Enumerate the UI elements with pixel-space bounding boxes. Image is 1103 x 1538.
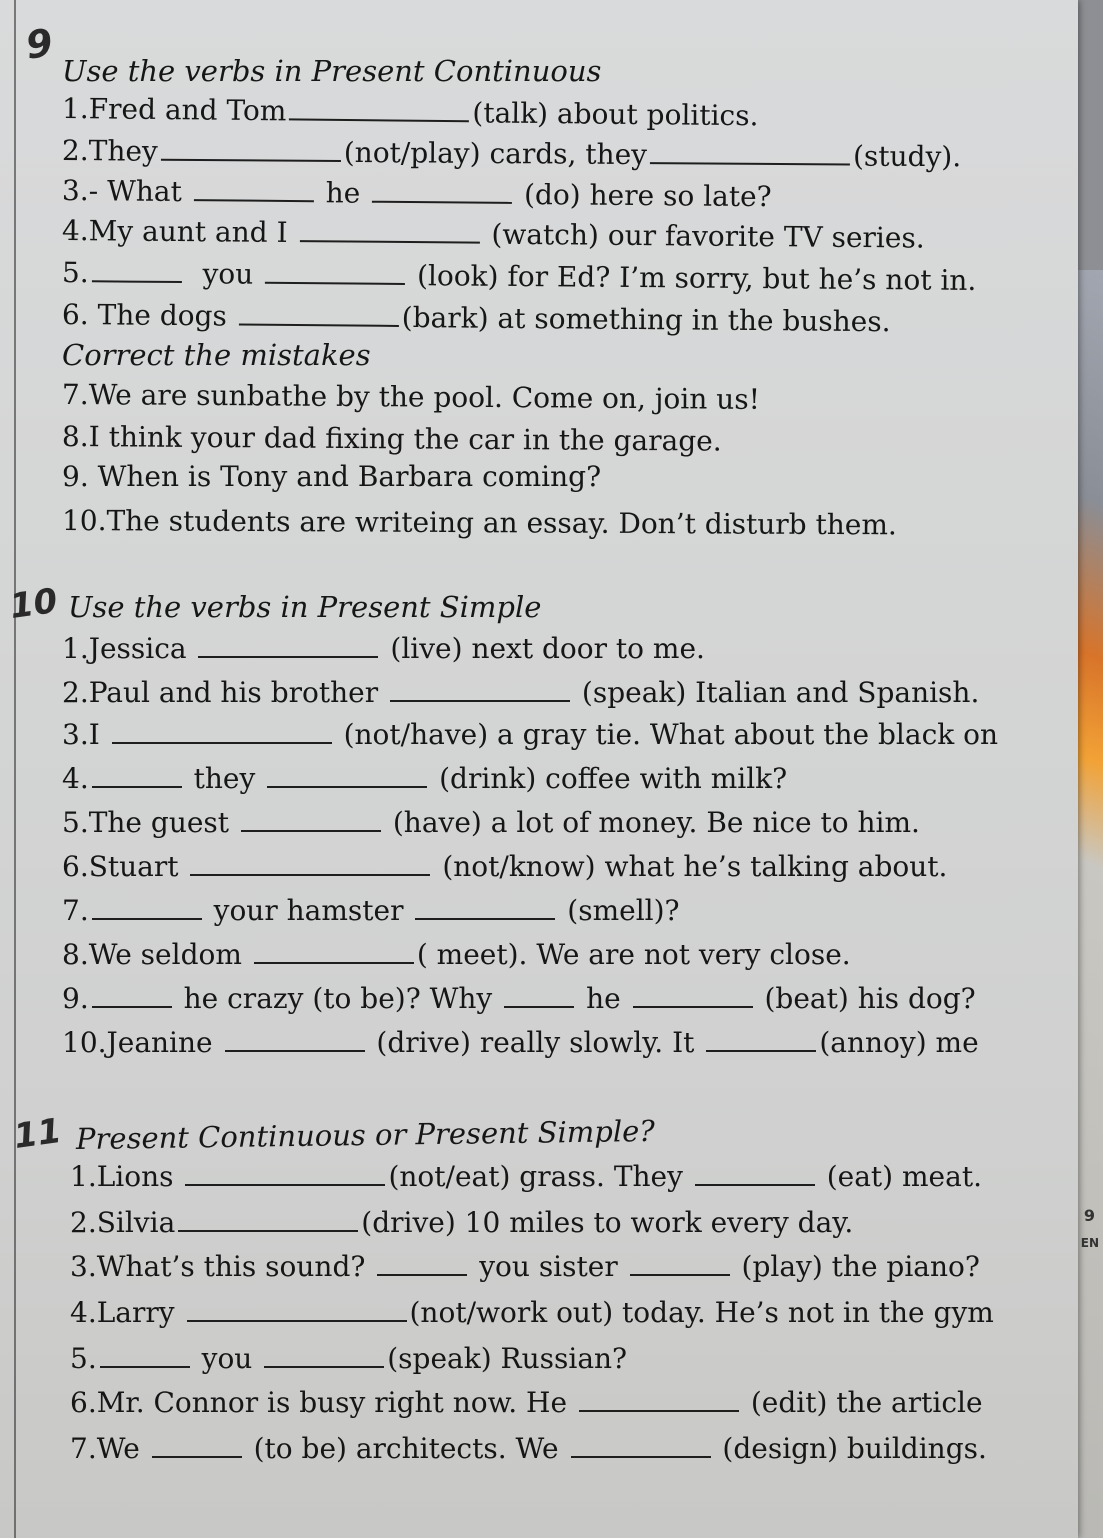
answer-blank[interactable] bbox=[706, 1028, 816, 1052]
answer-blank[interactable] bbox=[415, 896, 555, 920]
answer-blank[interactable] bbox=[241, 808, 381, 832]
answer-blank[interactable] bbox=[112, 720, 332, 744]
exercise-10-item-6: 6.Stuart (not/know) what he’s talking about. bbox=[62, 850, 948, 883]
exercise-9-item-1: 1.Fred and Tom (talk) about politics. bbox=[61, 92, 759, 133]
answer-blank[interactable] bbox=[92, 764, 182, 788]
answer-blank[interactable] bbox=[650, 140, 850, 165]
answer-blank[interactable] bbox=[239, 302, 399, 327]
exercise-11-item-2: 2.Silvia (drive) 10 miles to work every day. bbox=[70, 1206, 854, 1239]
exercise-10-item-10: 10.Jeanine (drive) really slowly. It (annoy) me bbox=[62, 1026, 979, 1059]
answer-blank[interactable] bbox=[92, 984, 172, 1008]
exercise-9-item-3: 3.- What he (do) here so late? bbox=[61, 174, 772, 214]
exercise-10-item-9: 9. he crazy (to be)? Why he (beat) his dog? bbox=[62, 982, 976, 1015]
answer-blank[interactable] bbox=[267, 764, 427, 788]
answer-blank[interactable] bbox=[190, 852, 430, 876]
section-11-heading: Present Continuous or Present Simple? bbox=[75, 1113, 656, 1157]
exercise-11-item-3: 3.What’s this sound? you sister (play) the piano? bbox=[70, 1250, 980, 1283]
answer-blank[interactable] bbox=[265, 260, 405, 285]
correction-item-10: 10.The students are writeing an essay. Don’t disturb them. bbox=[61, 504, 897, 542]
exercise-10-item-1: 1.Jessica (live) next door to me. bbox=[62, 632, 705, 665]
correction-item-7: 7.We are sunbathe by the pool. Come on, join us! bbox=[61, 378, 761, 416]
exercise-10-item-3: 3.I (not/have) a gray tie. What about the black on bbox=[62, 718, 999, 751]
section-number-9: 9 bbox=[23, 20, 56, 68]
answer-blank[interactable] bbox=[571, 1434, 711, 1458]
answer-blank[interactable] bbox=[504, 984, 574, 1008]
margin-line bbox=[14, 0, 16, 1538]
exercise-9-item-4: 4.My aunt and I (watch) our favorite TV series. bbox=[61, 214, 925, 255]
background-mark-2: EN bbox=[1080, 1236, 1099, 1250]
answer-blank[interactable] bbox=[100, 1344, 190, 1368]
answer-blank[interactable] bbox=[377, 1252, 467, 1276]
exercise-11-item-5: 5. you (speak) Russian? bbox=[70, 1342, 628, 1375]
answer-blank[interactable] bbox=[630, 1252, 730, 1276]
correct-mistakes-heading: Correct the mistakes bbox=[62, 338, 371, 372]
exercise-11-item-7: 7.We (to be) architects. We (design) buildings. bbox=[70, 1432, 987, 1465]
answer-blank[interactable] bbox=[299, 218, 479, 244]
answer-blank[interactable] bbox=[372, 179, 512, 204]
section-number-10: 10 bbox=[7, 580, 60, 628]
answer-blank[interactable] bbox=[225, 1028, 365, 1052]
answer-blank[interactable] bbox=[390, 678, 570, 702]
answer-blank[interactable] bbox=[289, 96, 469, 122]
section-9-heading: Use the verbs in Present Continuous bbox=[62, 54, 602, 88]
answer-blank[interactable] bbox=[152, 1434, 242, 1458]
answer-blank[interactable] bbox=[264, 1344, 384, 1368]
answer-blank[interactable] bbox=[92, 896, 202, 920]
background-mark-1: 9 bbox=[1083, 1206, 1095, 1225]
answer-blank[interactable] bbox=[194, 177, 314, 202]
exercise-10-item-7: 7. your hamster (smell)? bbox=[62, 894, 680, 927]
section-number-11: 11 bbox=[11, 1110, 64, 1158]
exercise-10-item-2: 2.Paul and his brother (speak) Italian and Spanish. bbox=[62, 676, 980, 709]
exercise-9-item-5: 5. you (look) for Ed? I’m sorry, but he’s not in. bbox=[61, 256, 977, 297]
exercise-10-item-8: 8.We seldom ( meet). We are not very close. bbox=[62, 938, 851, 971]
answer-blank[interactable] bbox=[579, 1388, 739, 1412]
exercise-11-item-1: 1.Lions (not/eat) grass. They (eat) meat. bbox=[70, 1160, 982, 1193]
answer-blank[interactable] bbox=[695, 1162, 815, 1186]
correction-item-8: 8.I think your dad fixing the car in the garage. bbox=[61, 420, 722, 458]
exercise-10-item-4: 4. they (drink) coffee with milk? bbox=[62, 762, 788, 795]
answer-blank[interactable] bbox=[187, 1298, 407, 1322]
answer-blank[interactable] bbox=[185, 1162, 385, 1186]
answer-blank[interactable] bbox=[178, 1208, 358, 1232]
exercise-11-item-6: 6.Mr. Connor is busy right now. He (edit) the article bbox=[70, 1386, 983, 1419]
exercise-10-item-5: 5.The guest (have) a lot of money. Be nice to him. bbox=[62, 806, 920, 839]
correction-item-9: 9. When is Tony and Barbara coming? bbox=[62, 460, 602, 493]
exercise-9-item-6: 6. The dogs (bark) at something in the bushes. bbox=[61, 298, 891, 339]
answer-blank[interactable] bbox=[633, 984, 753, 1008]
answer-blank[interactable] bbox=[161, 137, 341, 162]
answer-blank[interactable] bbox=[92, 258, 182, 283]
exercise-9-item-2: 2.They (not/play) cards, they (study). bbox=[61, 134, 962, 174]
answer-blank[interactable] bbox=[198, 634, 378, 658]
answer-blank[interactable] bbox=[254, 940, 414, 964]
exercise-11-item-4: 4.Larry (not/work out) today. He’s not in the gym bbox=[70, 1296, 994, 1329]
section-10-heading: Use the verbs in Present Simple bbox=[68, 590, 542, 624]
